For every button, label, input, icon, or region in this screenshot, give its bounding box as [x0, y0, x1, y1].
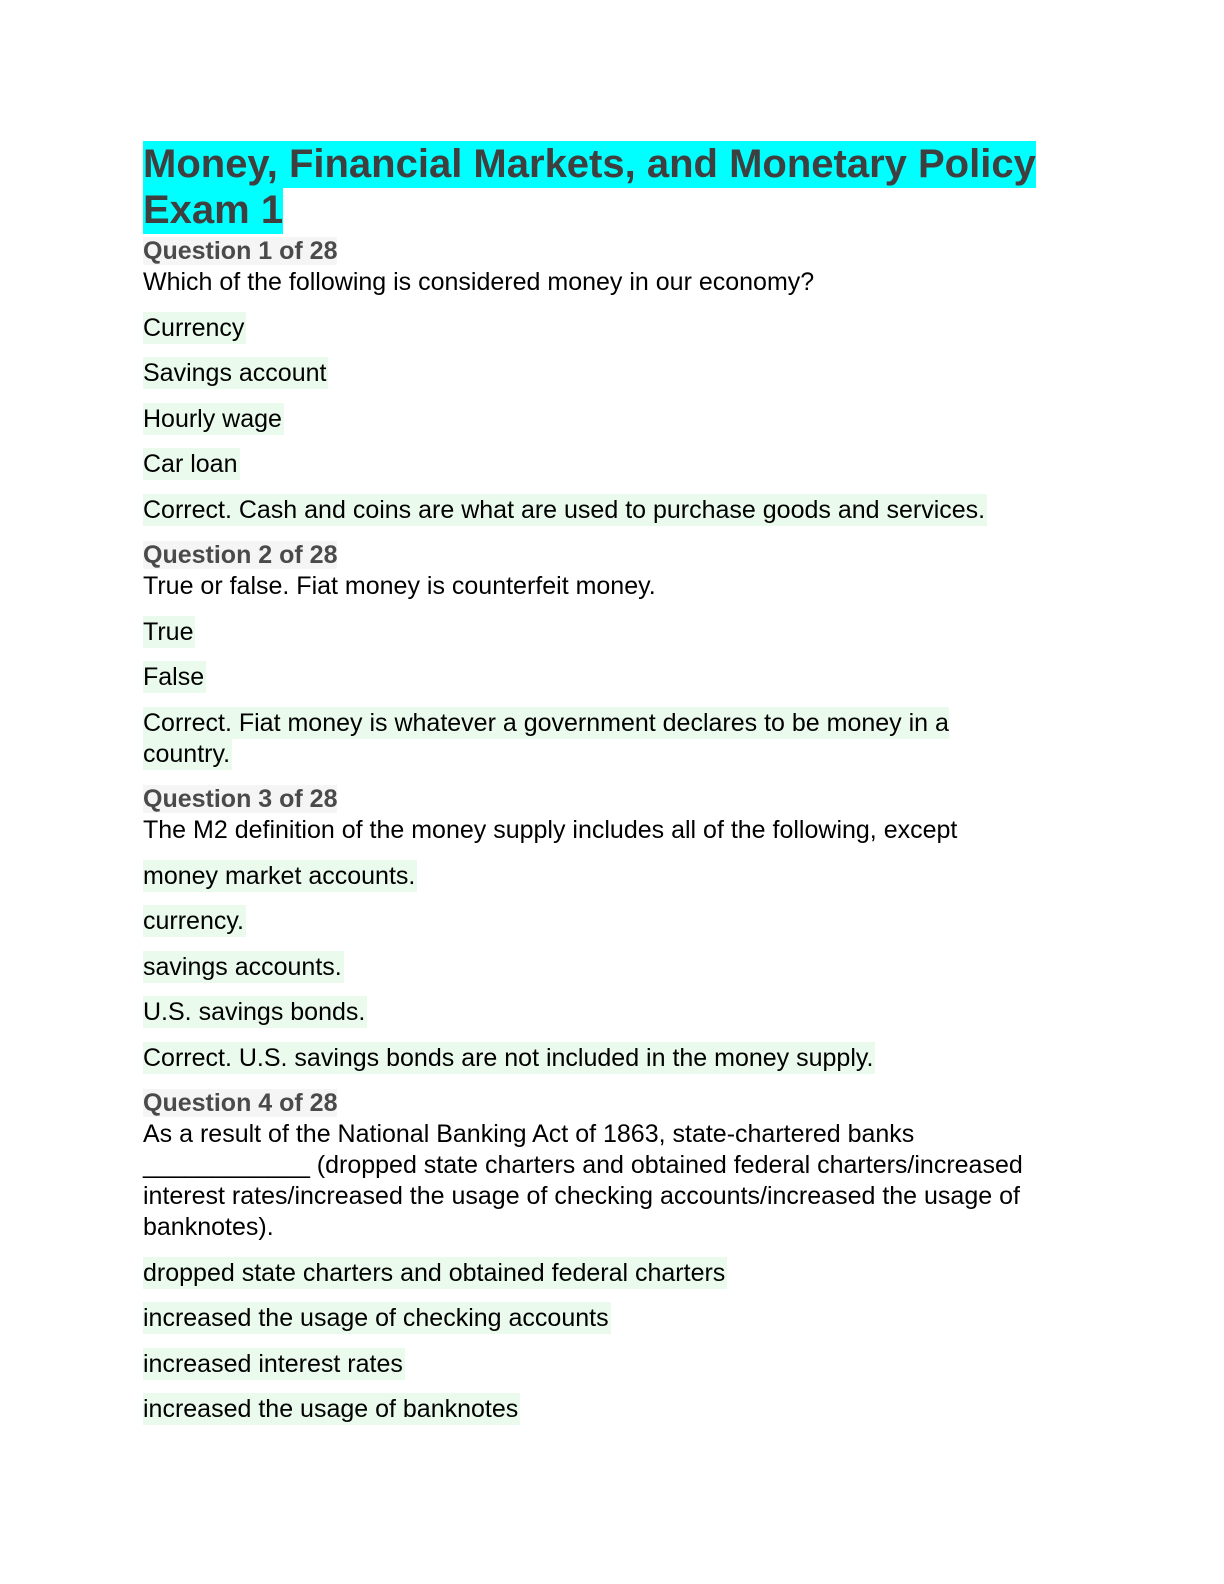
question-header-text: Question 1 of 28 — [143, 237, 338, 265]
question-list — [143, 236, 1043, 1425]
answer-option — [143, 1394, 1043, 1425]
answer-option-text: U.S. savings bonds. — [143, 998, 366, 1026]
question-block — [143, 236, 1043, 526]
answer-option — [143, 404, 1043, 435]
question-text: As a result of the National Banking Act of 1863, state-chartered banks ____________ (dropped state charters and obtained federal charters/increased interest rates/increased the usage of checking accounts/increased the usage of banknotes). — [143, 1120, 1023, 1241]
document-title — [143, 141, 1043, 233]
answer-feedback-text: Correct. Fiat money is whatever a government declares to be money in a country. — [143, 708, 949, 768]
question-text: Which of the following is considered money in our economy? — [143, 268, 815, 296]
answer-option-text: Hourly wage — [143, 404, 282, 433]
answer-option-text: currency. — [143, 907, 244, 935]
document-page — [143, 141, 1043, 1425]
answer-feedback — [143, 708, 1043, 770]
answer-option — [143, 449, 1043, 480]
answer-option — [143, 997, 1043, 1028]
title-text: Money, Financial Markets, and Monetary Policy Exam 1 — [143, 142, 1036, 232]
answer-option — [143, 952, 1043, 983]
answer-feedback — [143, 495, 1043, 526]
answer-option-text: increased the usage of checking accounts — [143, 1304, 609, 1332]
answer-option — [143, 1258, 1043, 1289]
answer-option — [143, 313, 1043, 344]
question-header — [143, 236, 1043, 267]
answer-option-text: money market accounts. — [143, 861, 416, 890]
question-block — [143, 540, 1043, 770]
answer-option-text: True — [143, 617, 194, 646]
answer-feedback-text: Correct. Cash and coins are what are used to purchase goods and services. — [143, 495, 986, 524]
answer-option — [143, 1349, 1043, 1380]
question-text: True or false. Fiat money is counterfeit money. — [143, 572, 656, 600]
question-header — [143, 784, 1043, 815]
answer-option — [143, 662, 1043, 693]
question-header-text: Question 4 of 28 — [143, 1089, 338, 1117]
answer-option — [143, 861, 1043, 892]
answer-feedback — [143, 1043, 1043, 1074]
answer-option-text: increased interest rates — [143, 1349, 403, 1378]
question-header-text: Question 3 of 28 — [143, 785, 338, 813]
question-text: The M2 definition of the money supply includes all of the following, except — [143, 816, 958, 844]
answer-option-text: Car loan — [143, 450, 238, 478]
answer-option-text: Currency — [143, 313, 245, 342]
answer-option-text: increased the usage of banknotes — [143, 1395, 519, 1423]
question-header — [143, 1088, 1043, 1119]
question-header-text: Question 2 of 28 — [143, 541, 338, 569]
answer-option-text: dropped state charters and obtained federal charters — [143, 1258, 726, 1287]
answer-option — [143, 358, 1043, 389]
answer-option — [143, 617, 1043, 648]
answer-option-text: Savings account — [143, 359, 327, 387]
question-block — [143, 784, 1043, 1074]
answer-option — [143, 906, 1043, 937]
answer-feedback-text: Correct. U.S. savings bonds are not included in the money supply. — [143, 1043, 874, 1072]
question-block — [143, 1088, 1043, 1425]
answer-option-text: False — [143, 663, 205, 691]
question-header — [143, 540, 1043, 571]
answer-option-text: savings accounts. — [143, 952, 342, 981]
answer-option — [143, 1303, 1043, 1334]
